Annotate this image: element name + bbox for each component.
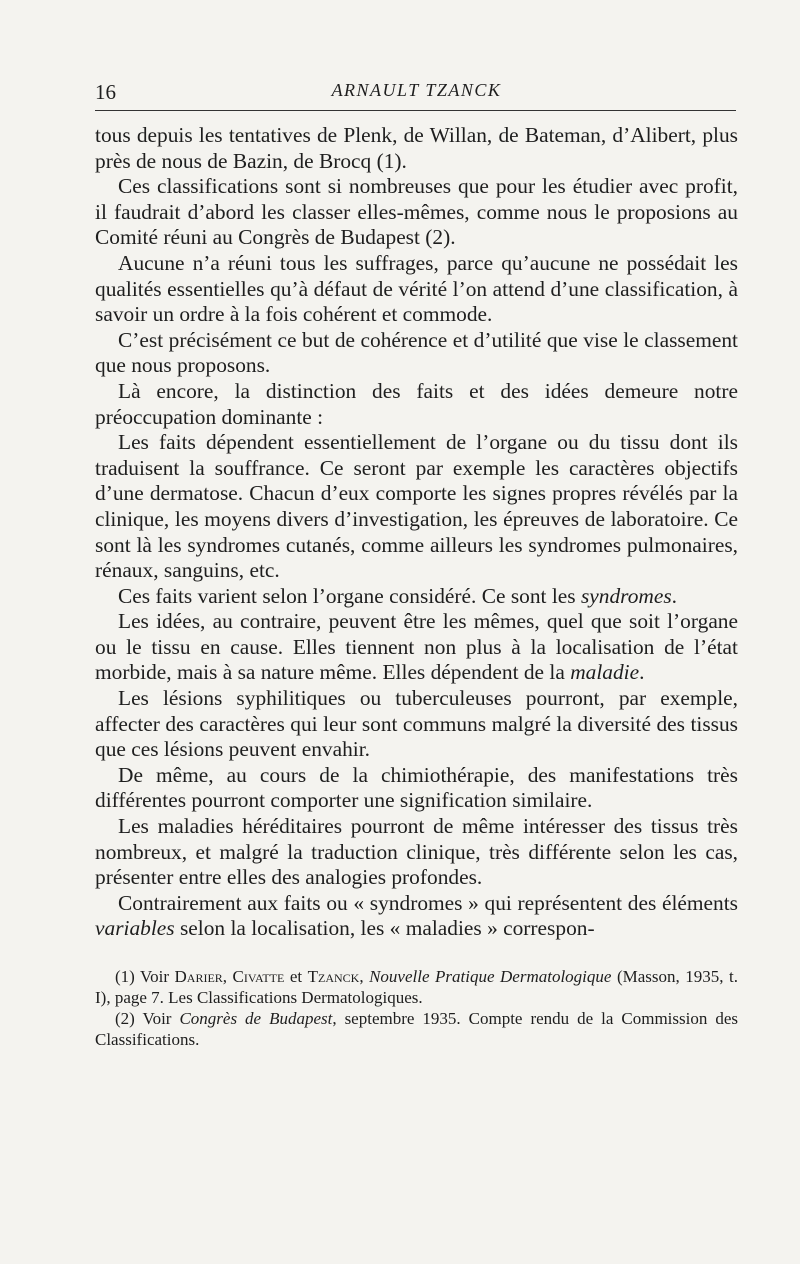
- paragraph: Les lésions syphilitiques ou tuberculeuses pourront, par exemple, affecter des caractères qui leur sont communs malgré la diversité des tissus que ces lésions peuvent envahir.: [95, 686, 738, 762]
- body-text: [95, 123, 738, 942]
- text-run: Ces faits varient selon l’organe considéré. Ce sont les: [118, 583, 581, 608]
- text-run: ,: [359, 967, 370, 986]
- paragraph: tous depuis les tentatives de Plenk, de Willan, de Bateman, d’Alibert, plus près de nous de Bazin, de Brocq (1).: [95, 123, 738, 173]
- congress-title: Congrès de Budapest: [179, 1009, 333, 1028]
- text-run: et: [284, 967, 308, 986]
- running-head: ARNAULT TZANCK: [331, 80, 502, 100]
- page-number: 16: [95, 80, 116, 104]
- paragraph: Aucune n’a réuni tous les suffrages, parce qu’aucune ne possédait les qualités essentielles qu’à défaut de vérité l’on attend d’une classification, à savoir un ordre à la fois cohérent et commode.: [95, 250, 738, 327]
- text-run: Les idées, au contraire, peuvent être les mêmes, quel que soit l’organe ou le tissu en cause. Elles tiennent non plus à la localisation de l’état morbide, mais à sa nature même. Elles dépendent de la: [95, 609, 738, 685]
- author-name: Civatte: [232, 967, 285, 986]
- footnote: [95, 1008, 738, 1050]
- paragraph: Les faits dépendent essentiellement de l’organe ou du tissu dont ils traduisent la souffrance. Ce seront par exemple les caractères objectifs d’une dermatose. Chacun d’eux comporte les signes propres révélés par la clinique, les moyens divers d’investigation, les épreuves de laboratoire. Ce sont là les syndromes cutanés, comme ailleurs les syndromes pulmonaires, rénaux, sanguins, etc.: [95, 430, 738, 583]
- paragraph: Là encore, la distinction des faits et des idées demeure notre préoccupation dominante :: [95, 378, 738, 429]
- text-run: (2) Voir: [115, 1009, 180, 1028]
- author-name: Tzanck: [307, 967, 360, 986]
- paragraph: [95, 891, 738, 942]
- paragraph: De même, au cours de la chimiothérapie, des manifestations très différentes pourront comporter une signification similaire.: [95, 762, 738, 813]
- author-name: Darier: [174, 967, 223, 986]
- footnotes: [95, 966, 738, 1050]
- text-run: Contrairement aux faits ou « syndromes » qui représentent des éléments: [118, 890, 738, 915]
- book-page: [95, 72, 738, 1050]
- italic-term: maladie: [570, 660, 640, 685]
- text-run: ,: [222, 967, 233, 986]
- paragraph: C’est précisément ce but de cohérence et d’utilité que vise le classement que nous proposons.: [95, 327, 738, 378]
- footnote: [95, 966, 738, 1008]
- page-header: [95, 72, 738, 110]
- italic-term: variables: [95, 916, 175, 941]
- paragraph: [95, 609, 738, 686]
- text-run: selon la localisation, les « maladies » correspon-: [174, 916, 595, 941]
- paragraph: Les maladies héréditaires pourront de même intéresser des tissus très nombreux, et malgré la traduction clinique, très différente selon les cas, présenter entre elles des analogies profondes.: [95, 814, 738, 890]
- text-run: , septembre 1935. Compte rendu de la Commission des Classifications.: [95, 1009, 738, 1049]
- text-run: (Masson, 1935, t. I), page 7. Les Classifications Dermatologiques.: [95, 967, 738, 1007]
- text-run: .: [639, 660, 645, 685]
- text-run: .: [671, 583, 678, 608]
- italic-term: syndromes: [580, 583, 672, 608]
- book-title: Nouvelle Pratique Dermatologique: [369, 967, 612, 986]
- paragraph: [95, 584, 738, 610]
- text-run: (1) Voir: [115, 967, 175, 986]
- paragraph: Ces classifications sont si nombreuses que pour les étudier avec profit, il faudrait d’abord les classer elles-mêmes, comme nous le proposions au Comité réuni au Congrès de Budapest (2).: [95, 174, 738, 250]
- header-rule: [95, 110, 736, 111]
